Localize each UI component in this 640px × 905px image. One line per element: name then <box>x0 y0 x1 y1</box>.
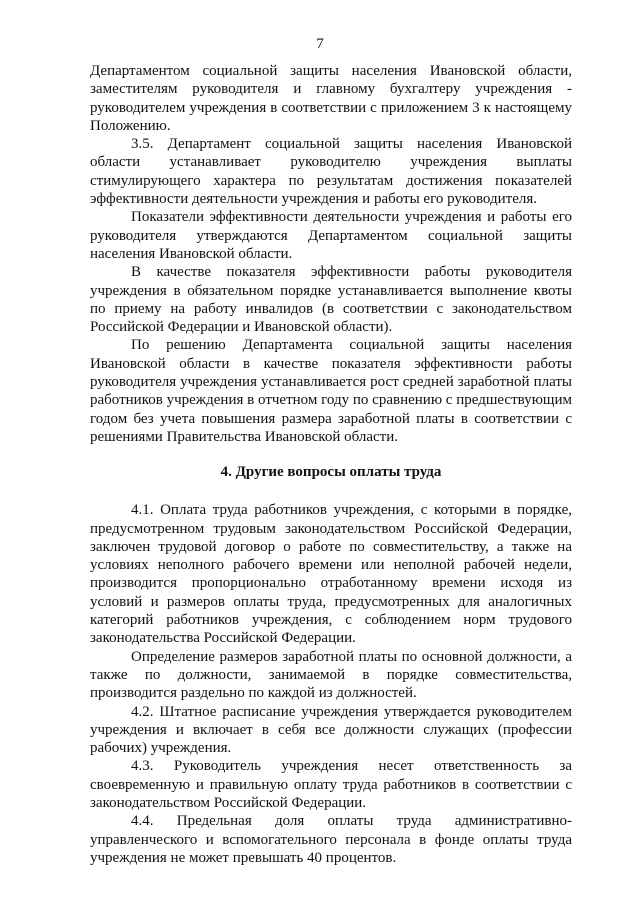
paragraph-3-5: 3.5. Департамент социальной защиты населения Ивановской области устанавливает руководителю учреждения выплаты стимулирующего характера по результатам достижения показателей эффективности деятельности учреждения и работы его руководителя. <box>90 136 572 208</box>
paragraph-4-2: 4.2. Штатное расписание учреждения утверждается руководителем учреждения и включает в себя все должности служащих (профессии рабочих) учреждения. <box>90 703 572 757</box>
paragraph-4-3: 4.3. Руководитель учреждения несет ответственность за своевременную и правильную оплату труда работников в соответствии с законодательством Российской Федерации. <box>90 758 572 811</box>
document-body <box>90 62 572 867</box>
section-heading: 4. Другие вопросы оплаты труда <box>220 464 442 481</box>
paragraph-salary-growth: По решению Департамента социальной защиты населения Ивановской области в качестве показателя эффективности работы руководителя учреждения устанавливается рост средней заработной платы работников учреждения в отчетном году по сравнению с предшествующим годом без учета повышения размера заработной платы в соответствии с решениями Правительства Ивановской области. <box>90 337 572 445</box>
paragraph-continuation: Департаментом социальной защиты населения Ивановской области, заместителям руководителя и главному бухгалтеру учреждения - руководителем учреждения в соответствии с приложением 3 к настоящему Положению. <box>90 63 572 134</box>
paragraph-4-4: 4.4. Предельная доля оплаты труда административно-управленческого и вспомогательного персонала в фонде оплаты труда учреждения не может превышать 40 процентов. <box>90 813 572 866</box>
paragraph-disabled-quota: В качестве показателя эффективности работы руководителя учреждения в обязательном порядке устанавливается выполнение квоты по приему на работу инвалидов (в соответствии с законодательством Российской Федерации и Ивановской области). <box>90 264 572 336</box>
paragraph-salary-determination: Определение размеров заработной платы по основной должности, а также по должности, занимаемой в порядке совместительства, производится раздельно по каждой из должностей. <box>90 648 572 702</box>
paragraph-4-1: 4.1. Оплата труда работников учреждения, с которыми в порядке, предусмотренном трудовым законодательством Российской Федерации, заключен трудовой договор о работе по совместительству, а также на условиях неполного рабочего времени или неполной рабочей недели, производится пропорционально отработанному времени исходя из условий и размеров оплаты труда, предусмотренных для аналогичных категорий работников учреждения, с соблюдением норм трудового законодательства Российской Федерации. <box>90 502 572 647</box>
paragraph-performance-indicators: Показатели эффективности деятельности учреждения и работы его руководителя утверждаются Департаментом социальной защиты населения Ивановской области. <box>90 209 572 262</box>
page-number: 7 <box>316 36 324 52</box>
